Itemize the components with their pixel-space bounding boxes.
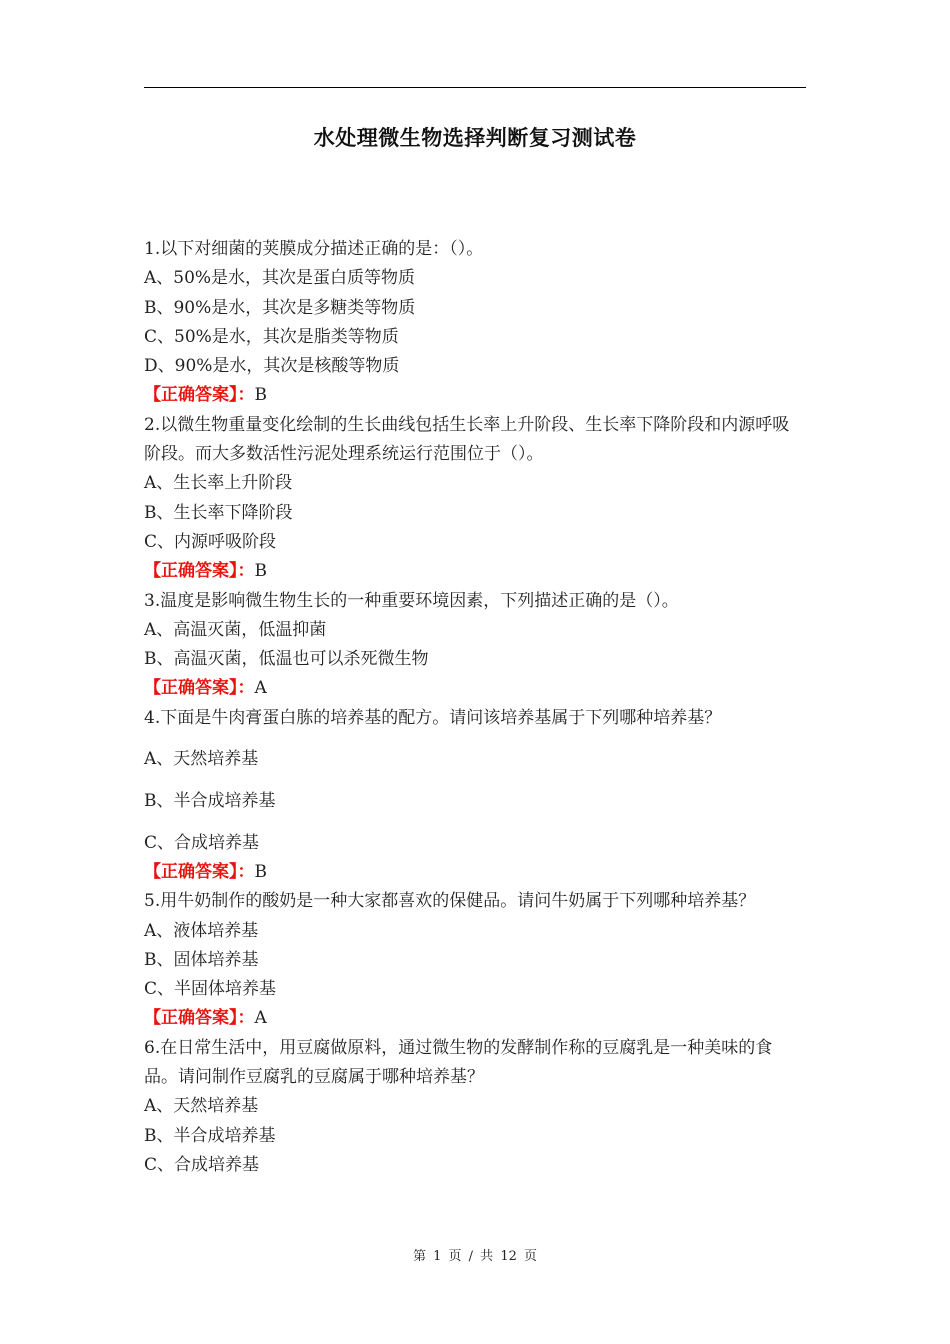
option-c: C、内源呼吸阶段 <box>144 531 277 552</box>
question-stem: 2.以微生物重量变化绘制的生长曲线包括生长率上升阶段、生长率下降阶段和内源呼吸阶段。而大多数活性污泥处理系统运行范围位于（）。 <box>144 414 790 465</box>
answer-line <box>144 1004 806 1033</box>
option-a: A、液体培养基 <box>144 920 259 941</box>
option-a: A、生长率上升阶段 <box>144 473 293 494</box>
page-number: 第 1 页 / 共 12 页 <box>413 1249 537 1264</box>
answer-line <box>144 381 806 410</box>
question-6 <box>144 1034 806 1180</box>
question-stem: 1.以下对细菌的荚膜成分描述正确的是：（）。 <box>144 239 484 259</box>
answer-line <box>144 858 806 887</box>
question-stem: 3.温度是影响微生物生长的一种重要环境因素，下列描述正确的是（）。 <box>144 590 679 611</box>
answer-line <box>144 557 806 586</box>
answer-value: A <box>254 678 267 699</box>
option-d: D、90%是水，其次是核酸等物质 <box>144 356 400 377</box>
option-b: B、90%是水，其次是多糖类等物质 <box>144 297 416 318</box>
answer-value: A <box>254 1008 267 1029</box>
question-stem: 6.在日常生活中，用豆腐做原料，通过微生物的发酵制作称的豆腐乳是一种美味的食品。请问制作豆腐乳的豆腐属于哪种培养基？ <box>144 1037 773 1088</box>
option-a: A、天然培养基 <box>144 1096 259 1117</box>
answer-value: B <box>254 561 267 582</box>
option-b: B、生长率下降阶段 <box>144 502 293 523</box>
answer-label: 【正确答案】： <box>144 861 255 882</box>
option-b: B、高温灭菌，低温也可以杀死微生物 <box>144 649 429 670</box>
header-rule <box>144 87 806 88</box>
answer-value: B <box>254 861 267 882</box>
question-stem: 5.用牛奶制作的酸奶是一种大家都喜欢的保健品。请问牛奶属于下列哪种培养基？ <box>144 891 756 912</box>
answer-label: 【正确答案】： <box>144 561 255 582</box>
option-c: C、半固体培养基 <box>144 979 277 1000</box>
option-a: A、天然培养基 <box>144 749 259 770</box>
question-list <box>144 235 806 1180</box>
answer-line <box>144 674 806 703</box>
question-stem: 4.下面是牛肉膏蛋白胨的培养基的配方。请问该培养基属于下列哪种培养基？ <box>144 707 722 728</box>
option-c: C、50%是水，其次是脂类等物质 <box>144 326 399 347</box>
option-b: B、半合成培养基 <box>144 1125 276 1146</box>
answer-label: 【正确答案】： <box>144 385 255 406</box>
question-1 <box>144 235 806 411</box>
option-b: B、固体培养基 <box>144 949 259 970</box>
answer-label: 【正确答案】： <box>144 678 255 699</box>
document-title: 水处理微生物选择判断复习测试卷 <box>313 126 637 150</box>
question-5 <box>144 887 806 1033</box>
question-4 <box>144 704 806 887</box>
question-2 <box>144 411 806 587</box>
option-c: C、合成培养基 <box>144 1154 260 1175</box>
answer-value: B <box>254 385 267 406</box>
option-b: B、半合成培养基 <box>144 790 276 811</box>
option-c: C、合成培养基 <box>144 832 260 853</box>
option-a: A、高温灭菌，低温抑菌 <box>144 619 327 640</box>
option-a: A、50%是水，其次是蛋白质等物质 <box>144 268 416 289</box>
question-3 <box>144 587 806 704</box>
answer-label: 【正确答案】： <box>144 1008 255 1029</box>
